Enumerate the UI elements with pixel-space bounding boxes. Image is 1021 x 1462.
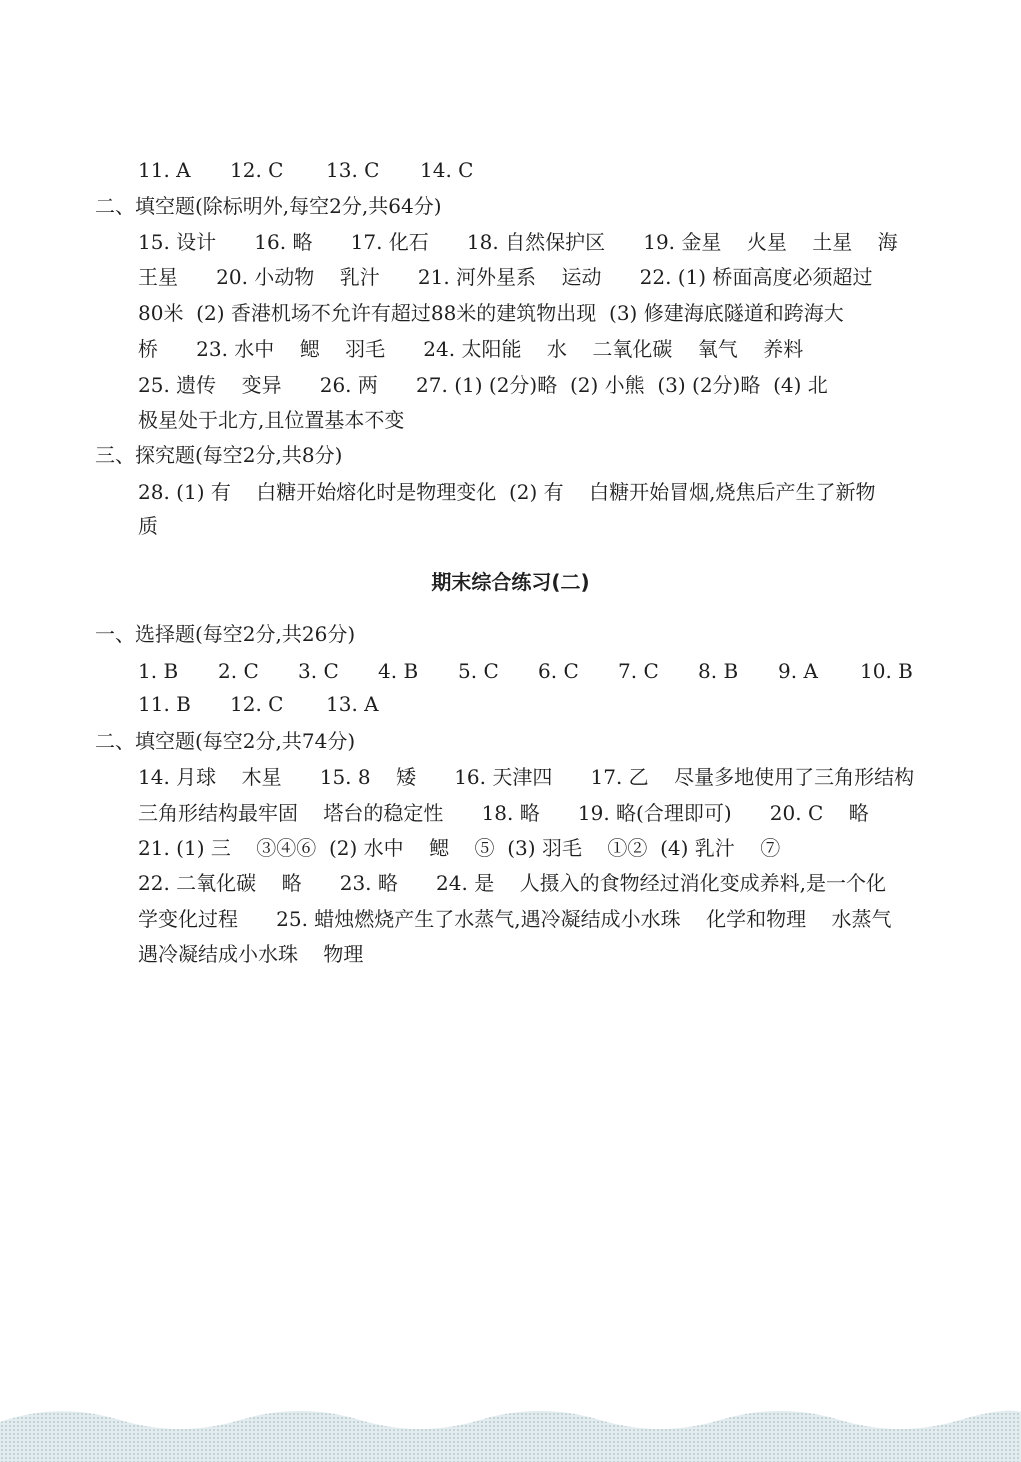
mc-answer: 12. C: [230, 692, 284, 716]
section-heading-fill-blank: 二、填空题(除标明外,每空2分,共64分): [95, 194, 442, 218]
answer-line: 15. 设计 16. 略 17. 化石 18. 自然保护区 19. 金星 火星 土星 海: [138, 230, 898, 254]
answer-line: 14. 月球 木星 15. 8 矮 16. 天津四 17. 乙 尽量多地使用了三角形结构: [138, 765, 915, 789]
answer-line: 学变化过程 25. 蜡烛燃烧产生了水蒸气,遇冷凝结成小水珠 化学和物理 水蒸气: [138, 907, 892, 931]
answer-line: 桥 23. 水中 鳃 羽毛 24. 太阳能 水 二氧化碳 氧气 养料: [138, 337, 804, 361]
mc-answer: 10. B: [860, 659, 913, 683]
mc-answer: 12. C: [230, 158, 284, 182]
mc-answer: 8. B: [698, 659, 739, 683]
mc-answer: 11. B: [138, 692, 191, 716]
section-heading-fill-blank: 二、填空题(每空2分,共74分): [95, 729, 356, 753]
mc-answer: 9. A: [778, 659, 818, 683]
section-heading-inquiry: 三、探究题(每空2分,共8分): [95, 443, 343, 467]
decorative-wave-footer: [0, 1400, 1021, 1462]
mc-answer: 13. C: [326, 158, 380, 182]
exercise-title: 期末综合练习(二): [431, 570, 590, 594]
mc-answer: 5. C: [458, 659, 499, 683]
mc-answer: 1. B: [138, 659, 179, 683]
mc-answer: 2. C: [218, 659, 259, 683]
answer-line: 80米 (2) 香港机场不允许有超过88米的建筑物出现 (3) 修建海底隧道和跨海大: [138, 301, 844, 325]
mc-answer: 6. C: [538, 659, 579, 683]
answer-line: 21. (1) 三 ③④⑥ (2) 水中 鳃 ⑤ (3) 羽毛 ①② (4) 乳汁 ⑦: [138, 836, 781, 860]
mc-answer: 4. B: [378, 659, 419, 683]
answer-line: 三角形结构最牢固 塔台的稳定性 18. 略 19. 略(合理即可) 20. C 略: [138, 801, 869, 825]
mc-answer: 3. C: [298, 659, 339, 683]
mc-answer: 14. C: [420, 158, 474, 182]
mc-answer: 7. C: [618, 659, 659, 683]
section-heading-multiple-choice: 一、选择题(每空2分,共26分): [95, 622, 356, 646]
mc-answer: 13. A: [326, 692, 379, 716]
answer-line: 王星 20. 小动物 乳汁 21. 河外星系 运动 22. (1) 桥面高度必须超过: [138, 265, 873, 289]
answer-line: 28. (1) 有 白糖开始熔化时是物理变化 (2) 有 白糖开始冒烟,烧焦后产生了新物: [138, 480, 876, 504]
answer-line: 25. 遗传 变异 26. 两 27. (1) (2分)略 (2) 小熊 (3) (2分)略 (4) 北: [138, 373, 828, 397]
answer-line: 质: [138, 514, 158, 538]
mc-answer: 11. A: [138, 158, 191, 182]
answer-line: 极星处于北方,且位置基本不变: [138, 408, 405, 432]
answer-line: 22. 二氧化碳 略 23. 略 24. 是 人摄入的食物经过消化变成养料,是一个化: [138, 871, 886, 895]
answer-line: 遇冷凝结成小水珠 物理: [138, 942, 364, 966]
